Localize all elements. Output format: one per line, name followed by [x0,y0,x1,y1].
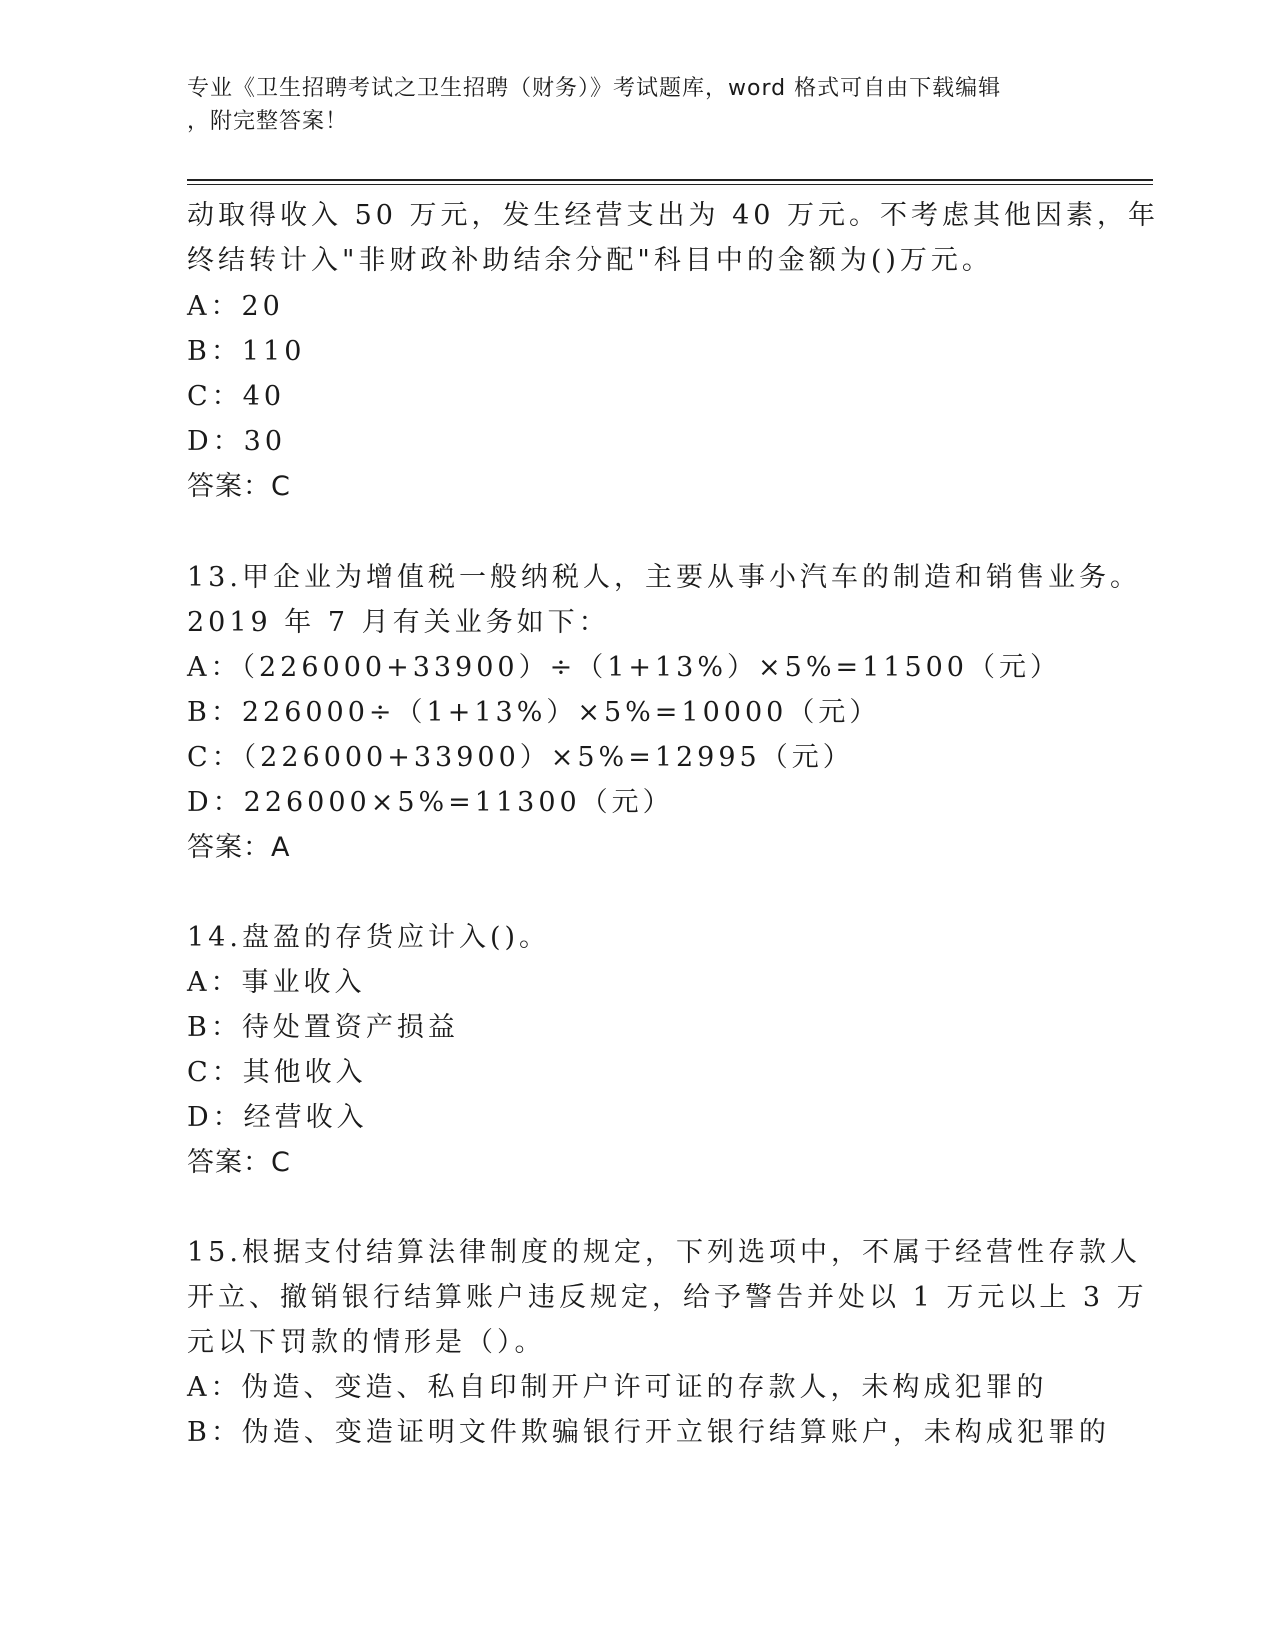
option-d: D：经营收入 [187,1102,368,1133]
option-a: A：伪造、变造、私自印制开户许可证的存款人，未构成犯罪的 [187,1372,1048,1403]
answer: 答案：C [187,1147,291,1178]
option-b: B：110 [187,336,306,367]
question-text: 元以下罚款的情形是（）。 [187,1327,546,1358]
header-divider-bottom [187,184,1153,185]
option-b: B：伪造、变造证明文件欺骗银行开立银行结算账户，未构成犯罪的 [187,1417,1110,1448]
document-header [187,72,1067,138]
header-line-1: 专业《卫生招聘考试之卫生招聘（财务）》考试题库，word 格式可自由下载编辑 [187,76,1002,101]
option-c: C：40 [187,381,286,412]
option-a: A：20 [187,291,284,322]
question-text: 终结转计入"非财政补助结余分配"科目中的金额为()万元。 [187,245,993,276]
option-a: A：（226000+33900）÷（1+13%）×5%=11500（元） [187,652,1061,683]
option-b: B：待处置资产损益 [187,1012,459,1043]
option-c: C：（226000+33900）×5%=12995（元） [187,742,854,773]
option-d: D：226000×5%=11300（元） [187,787,674,818]
answer: 答案：A [187,832,291,863]
question-text: 14.盘盈的存货应计入()。 [187,922,551,953]
option-d: D：30 [187,426,287,457]
option-c: C：其他收入 [187,1057,367,1088]
question-text: 动取得收入 50 万元，发生经营支出为 40 万元。不考虑其他因素，年 [187,200,1160,231]
answer: 答案：C [187,471,291,502]
question-text: 13.甲企业为增值税一般纳税人，主要从事小汽车的制造和销售业务。 [187,562,1141,593]
option-b: B：226000÷（1+13%）×5%=10000（元） [187,697,881,728]
question-text: 2019 年 7 月有关业务如下： [187,607,610,638]
question-text: 15.根据支付结算法律制度的规定，下列选项中，不属于经营性存款人 [187,1237,1141,1268]
option-a: A：事业收入 [187,967,366,998]
header-line-2: ，附完整答案！ [187,109,349,134]
question-text: 开立、撤销银行结算账户违反规定，给予警告并处以 1 万元以上 3 万 [187,1282,1148,1313]
header-divider-top [187,179,1153,181]
